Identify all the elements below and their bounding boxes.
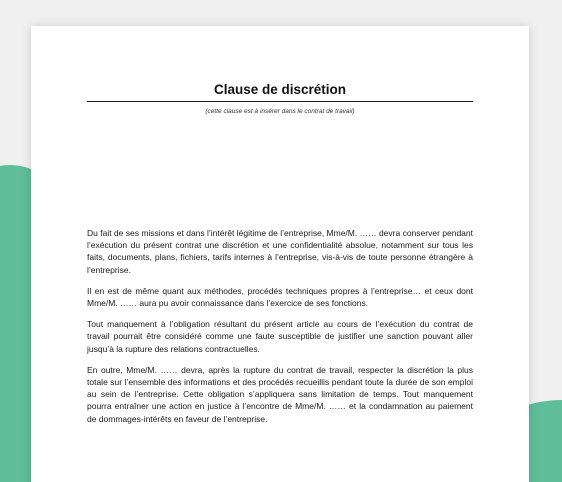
- document-body: [87, 227, 473, 434]
- paragraph-post-contract: En outre, Mme/M. …… devra, après la rupture du contrat de travail, respecter la discrétion la plus totale sur l’ensemble des informations et des procédés recueillis pendant toute la durée de son emploi au sein de l’entreprise. Cette obligation s’appliquera sans limitation de temps. Tout manquement pourra entraîner une action en justice à l’encontre de Mme/M. …… et la condamnation au paiement de dommages-intérêts en faveur de l’entreprise.: [87, 364, 473, 424]
- document-sheet: [31, 26, 529, 482]
- document-title: Clause de discrétion: [213, 82, 347, 97]
- paragraph-confidentiality: Du fait de ses missions et dans l’intérêt légitime de l’entreprise, Mme/M. …… devra conserver pendant l’exécution du présent contrat une discrétion et une confidentialité absolue, notamment sur tous les faits, documents, plans, fichiers, tarifs internes à l’entreprise, vis-à-vis de toute personne étrangère à l’entreprise.: [87, 228, 473, 275]
- document-note: (cette clause est à insérer dans le contrat de travail): [205, 108, 355, 115]
- paragraph-breach: Tout manquement à l’obligation résultant du présent article au cours de l’exécution du contrat de travail pourrait être considéré comme une faute susceptible de justifier une sanction pouvant aller jusqu’à la rupture des relations contractuelles.: [87, 319, 473, 354]
- title-underline: [87, 101, 473, 102]
- paragraph-methods: Il en est de même quant aux méthodes, procédés techniques propres à l’entreprise… et ceux dont Mme/M. …… aura pu avoir connaissance dans l’exercice de ses fonctions.: [87, 285, 473, 309]
